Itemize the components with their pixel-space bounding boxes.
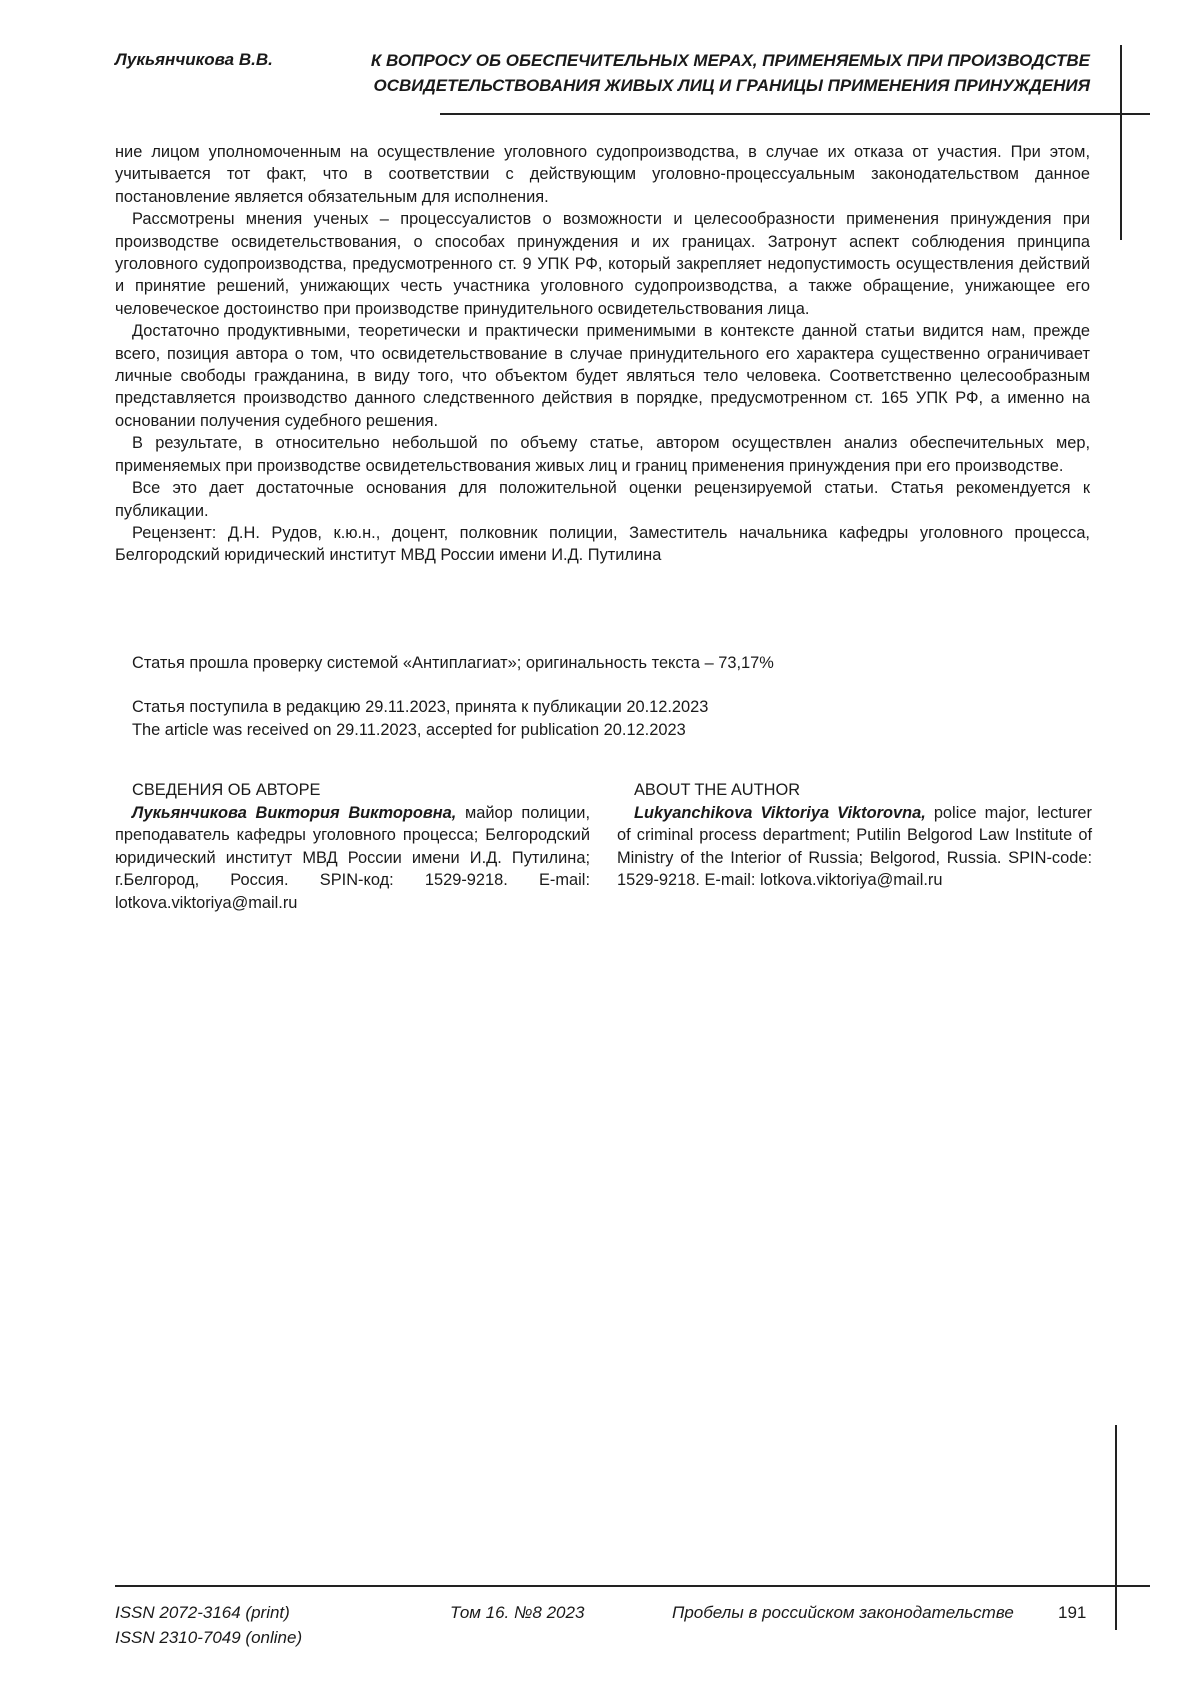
paragraph-4: В результате, в относительно небольшой по объему статье, автором осуществлен анализ обеспечительных мер, применяемых при производстве освидетельствования живых лиц и границ применения принуждения при его производстве. [115, 434, 1090, 475]
footer-issn-online: ISSN 2310-7049 (online) [115, 1628, 303, 1647]
paragraph-2: Рассмотрены мнения ученых – процессуалистов о возможности и целесообразности применения принуждения при производстве освидетельствования, о способах принуждения и их границах. Затронут аспект соблюдения принципа уголовного судопроизводства, предусмотренного ст. 9 УПК РФ, который закрепляет недопустимость осуществления действий и принятие решений, унижающих честь участника уголовного судопроизводства, а также обращение, унижающее его человеческое достоинство при производстве принудительного освидетельствования лица. [115, 210, 1090, 318]
author-bio-ru: майор полиции, преподаватель кафедры уголовного процесса; Белгородский юридический институт МВД России имени И.Д. Путилина; г.Белгород, Россия. SPIN-код: 1529-9218. E-mail: lotkova.viktoriya@mail.ru [115, 803, 591, 912]
header-horizontal-rule [440, 113, 1150, 115]
running-header-title-line2: ОСВИДЕТЕЛЬСТВОВАНИЯ ЖИВЫХ ЛИЦ И ГРАНИЦЫ ПРИМЕНЕНИЯ ПРИНУЖДЕНИЯ [373, 76, 1090, 95]
author-name-en: Lukyanchikova Viktoriya Viktorovna, [634, 803, 926, 822]
footer-horizontal-rule [115, 1585, 1150, 1587]
footer-issn [115, 1600, 302, 1650]
author-info-ru-heading: СВЕДЕНИЯ ОБ АВТОРЕ [132, 781, 321, 799]
author-bio-en: police major, lecturer of criminal process department; Putilin Belgorod Law Institute of Ministry of the Interior of Russia; Belgorod, Russia. SPIN-code: 1529-9218. E-mail: lotkova.viktoriya@mail.ru [617, 803, 1092, 889]
author-info-ru [115, 779, 590, 914]
author-info-en-text [617, 802, 1092, 892]
footer-page-number: 191 [1058, 1603, 1087, 1622]
author-info-ru-text [115, 802, 590, 915]
article-body [115, 141, 1090, 567]
footer-vertical-rule [1115, 1425, 1117, 1630]
paragraph-3: Достаточно продуктивными, теоретически и практически применимыми в контексте данной статьи видится нам, прежде всего, позиция автора о том, что освидетельствование в случае принудительного его характера существенно ограничивает личные свободы гражданина, в виду того, что объектом будет являться тело человека. Соответственно целесообразным представляется производство данного следственного действия в порядке, предусмотренном ст. 165 УПК РФ, а именно на основании получения судебного решения. [115, 322, 1090, 430]
running-header-author: Лукьянчикова В.В. [115, 50, 273, 69]
paragraph-5: Все это дает достаточные основания для положительной оценки рецензируемой статьи. Статья рекомендуется к публикации. [115, 479, 1090, 520]
received-note-en: The article was received on 29.11.2023, accepted for publication 20.12.2023 [132, 721, 686, 739]
author-info-en [617, 779, 1092, 892]
paragraph-1: ние лицом уполномоченным на осуществление уголовного судопроизводства, в случае их отказа от участия. При этом, учитывается тот факт, что в соответствии с действующим уголовно-процессуальным законодательством данное постановление является обязательным для исполнения. [115, 143, 1090, 206]
footer-volume: Том 16. №8 2023 [450, 1603, 585, 1622]
author-name-ru: Лукьянчикова Виктория Викторовна, [132, 803, 457, 822]
article-notes [132, 652, 1032, 742]
footer-journal: Пробелы в российском законодательстве [672, 1603, 1014, 1622]
antiplagiat-note: Статья прошла проверку системой «Антиплагиат»; оригинальность текста – 73,17% [132, 654, 774, 672]
received-note-ru: Статья поступила в редакцию 29.11.2023, принята к публикации 20.12.2023 [132, 698, 709, 716]
running-header-title-line1: К ВОПРОСУ ОБ ОБЕСПЕЧИТЕЛЬНЫХ МЕРАХ, ПРИМЕНЯЕМЫХ ПРИ ПРОИЗВОДСТВЕ [370, 51, 1090, 70]
running-header-title [330, 48, 1090, 98]
header-vertical-rule [1120, 45, 1122, 240]
author-info-en-heading: ABOUT THE AUTHOR [634, 781, 801, 799]
footer-issn-print: ISSN 2072-3164 (print) [115, 1603, 290, 1622]
reviewer-paragraph: Рецензент: Д.Н. Рудов, к.ю.н., доцент, полковник полиции, Заместитель начальника кафедры уголовного процесса, Белгородский юридический институт МВД России имени И.Д. Путилина [115, 523, 1090, 565]
